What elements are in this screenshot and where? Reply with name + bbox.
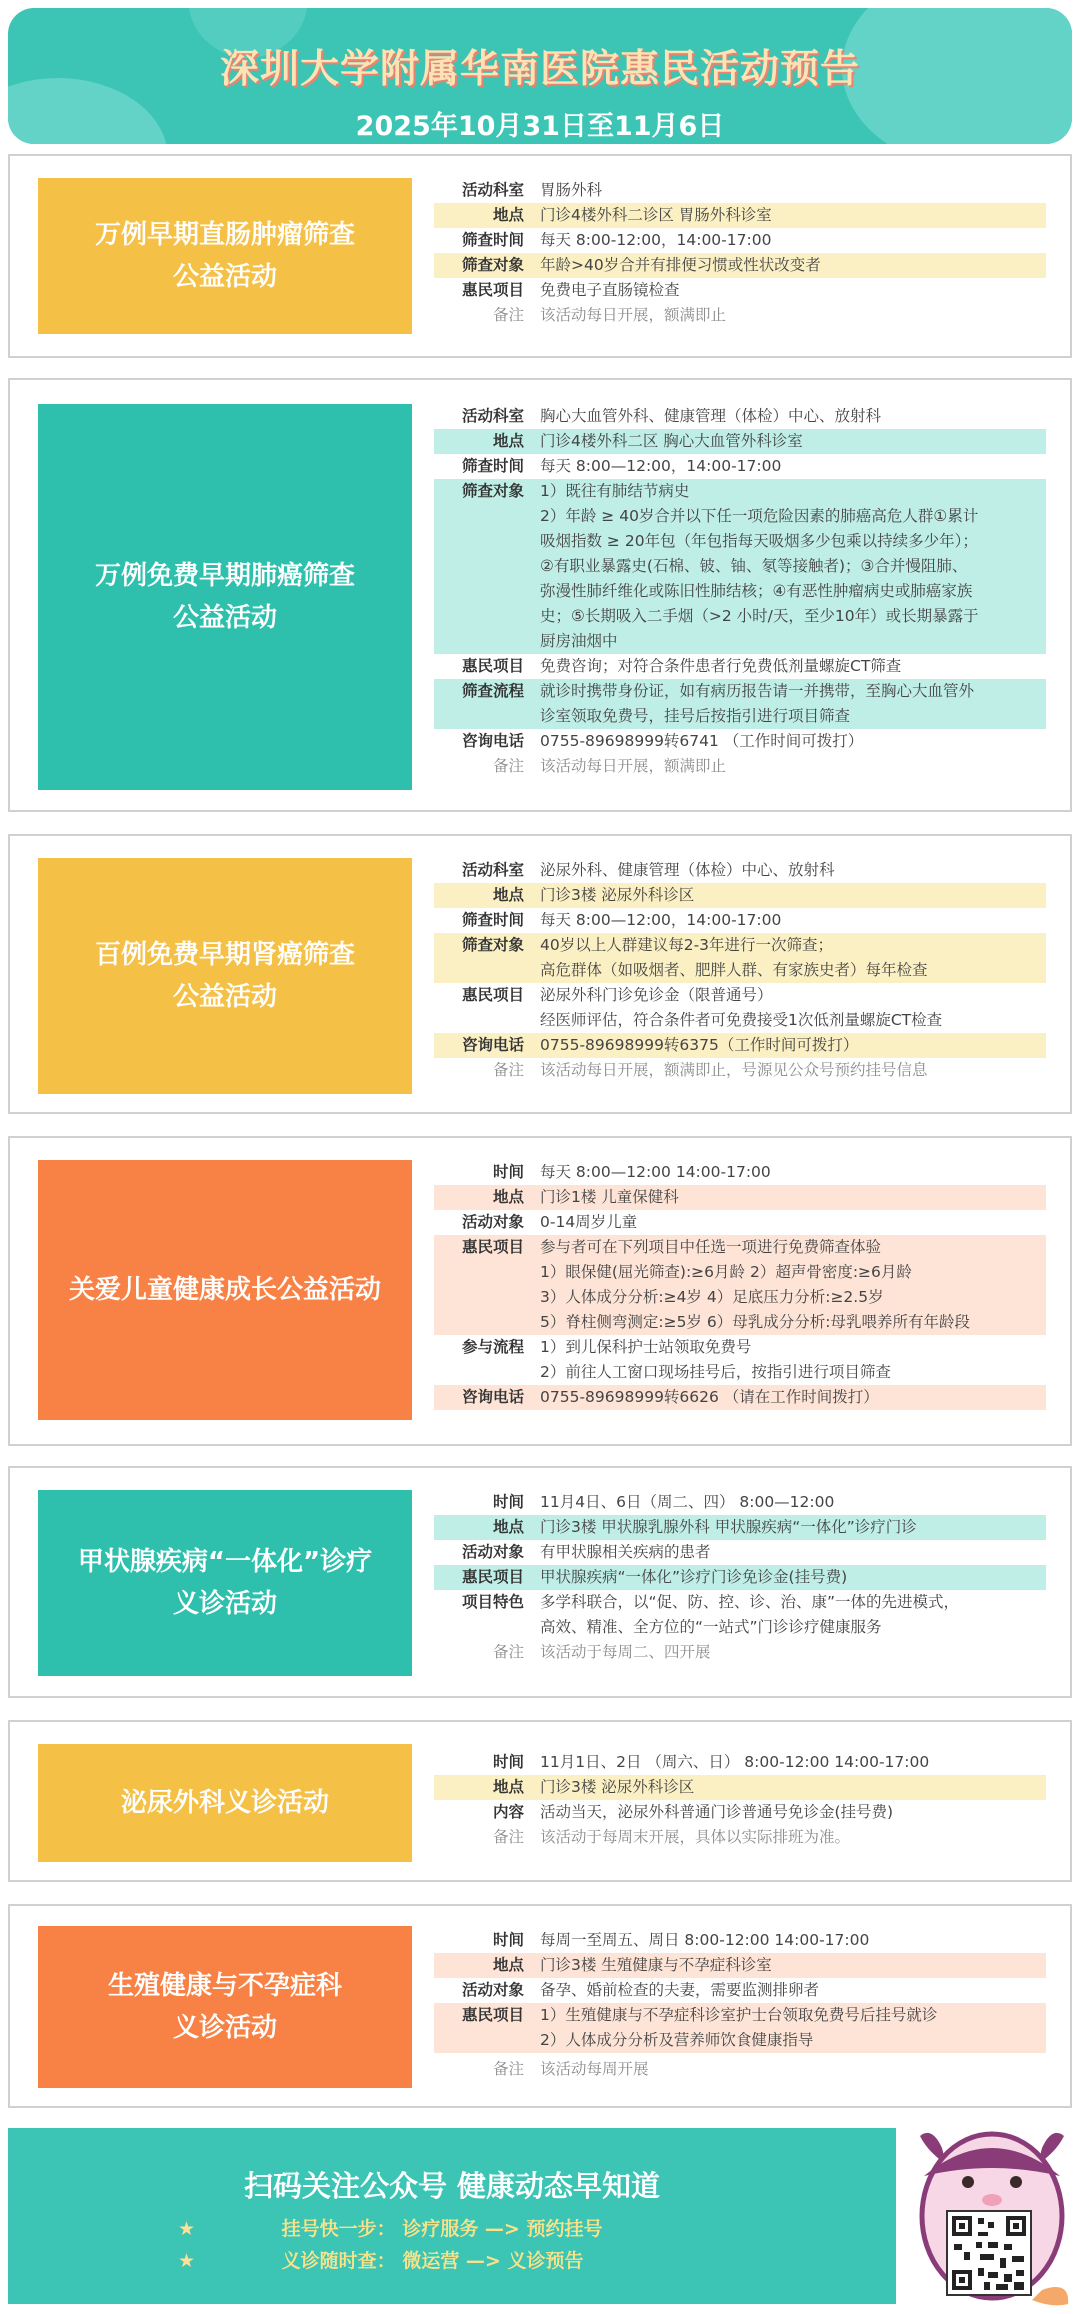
detail-row <box>434 1978 1046 2003</box>
detail-row-note <box>434 1058 1046 1083</box>
detail-label: 地点 <box>492 886 524 904</box>
detail-row <box>434 1490 1046 1515</box>
detail-label: 惠民项目 <box>461 986 524 1004</box>
detail-value: 门诊3楼 泌尿外科诊区 <box>540 1778 695 1796</box>
detail-value: 该活动每日开展，额满即止，号源见公众号预约挂号信息 <box>540 1061 928 1079</box>
footer-line-clinic <box>178 2246 583 2273</box>
detail-value: 免费咨询；对符合条件患者行免费低剂量螺旋CT筛查 <box>540 657 902 675</box>
detail-row-note <box>434 303 1046 328</box>
detail-row <box>434 529 1046 554</box>
detail-value: 2）前往人工窗口现场挂号后，按指引进行项目筛查 <box>540 1363 891 1381</box>
detail-row <box>434 679 1046 704</box>
detail-value: 多学科联合，以“促、防、控、诊、治、康”一体的先进模式， <box>540 1593 960 1611</box>
detail-value: 11月4日、6日（周二、四） 8:00—12:00 <box>540 1493 835 1511</box>
detail-row <box>434 1260 1046 1285</box>
detail-value: 40岁以上人群建议每2-3年进行一次筛查； <box>540 936 834 954</box>
detail-value: 免费电子直肠镜检查 <box>540 281 680 299</box>
detail-label <box>434 1260 534 1285</box>
detail-label <box>434 2028 534 2053</box>
detail-row <box>434 579 1046 604</box>
detail-label: 活动科室 <box>461 861 524 879</box>
detail-label: 惠民项目 <box>461 2006 524 2024</box>
card-title-tile <box>38 1160 412 1420</box>
card-title-tile <box>38 404 412 790</box>
detail-row <box>434 1160 1046 1185</box>
card-title-line: 万例早期直肠肿瘤筛查 <box>94 220 355 250</box>
detail-row <box>434 983 1046 1008</box>
detail-row <box>434 1008 1046 1033</box>
detail-label: 项目特色 <box>461 1593 524 1611</box>
page-title: 深圳大学附属华南医院惠民活动预告 <box>219 47 860 92</box>
activity-card-reproductive <box>8 1904 1072 2108</box>
detail-label: 备注 <box>492 757 524 775</box>
detail-label: 筛查流程 <box>461 682 524 700</box>
detail-value: 门诊1楼 儿童保健科 <box>540 1188 679 1206</box>
detail-row <box>434 1953 1046 1978</box>
detail-row <box>434 908 1046 933</box>
detail-label <box>434 529 534 554</box>
card-details <box>434 858 1046 1083</box>
detail-label: 咨询电话 <box>461 1388 524 1406</box>
detail-row <box>434 1235 1046 1260</box>
detail-label: 惠民项目 <box>461 281 524 299</box>
detail-row <box>434 604 1046 629</box>
detail-label: 备注 <box>492 306 524 324</box>
detail-value: 每天 8:00—12:00，14:00-17:00 <box>540 457 782 475</box>
detail-label <box>434 958 534 983</box>
detail-row-note <box>434 754 1046 779</box>
detail-row <box>434 729 1046 754</box>
detail-value: 诊室领取免费号，挂号后按指引进行项目筛查 <box>540 707 851 725</box>
detail-label: 筛查对象 <box>461 256 524 274</box>
detail-label <box>434 554 534 579</box>
detail-value: 有甲状腺相关疾病的患者 <box>540 1543 711 1561</box>
detail-value: 5）脊柱侧弯测定:≥5岁 6）母乳成分分析:母乳喂养所有年龄段 <box>540 1313 970 1331</box>
detail-row <box>434 278 1046 303</box>
detail-label: 地点 <box>492 1778 524 1796</box>
card-title-line: 甲状腺疾病“一体化”诊疗 <box>77 1547 373 1577</box>
detail-label <box>434 629 534 654</box>
card-title-tile <box>38 1744 412 1862</box>
card-title-tile <box>38 178 412 334</box>
card-details <box>434 1490 1046 1665</box>
detail-value: 每天 8:00-12:00，14:00-17:00 <box>540 231 772 249</box>
detail-label: 筛查对象 <box>461 482 524 500</box>
card-details <box>434 1750 1046 1850</box>
detail-value: 每天 8:00—12:00，14:00-17:00 <box>540 911 782 929</box>
detail-label <box>434 704 534 729</box>
detail-row <box>434 429 1046 454</box>
card-details <box>434 1160 1046 1410</box>
detail-row <box>434 1615 1046 1640</box>
detail-row <box>434 883 1046 908</box>
detail-row <box>434 554 1046 579</box>
detail-row <box>434 1185 1046 1210</box>
footer-line-registration <box>178 2214 602 2241</box>
detail-label <box>434 1285 534 1310</box>
card-title-line: 义诊活动 <box>172 1589 277 1619</box>
detail-value: 胸心大血管外科、健康管理（体检）中心、放射科 <box>540 407 882 425</box>
detail-label <box>434 579 534 604</box>
detail-row <box>434 1928 1046 1953</box>
card-title-line: 泌尿外科义诊活动 <box>120 1788 329 1818</box>
detail-value: 该活动于每周末开展，具体以实际排班为准。 <box>540 1828 851 1846</box>
detail-row <box>434 404 1046 429</box>
detail-value: 每周一至周五、周日 8:00-12:00 14:00-17:00 <box>540 1931 870 1949</box>
detail-value: 经医师评估，符合条件者可免费接受1次低剂量螺旋CT检查 <box>540 1011 943 1029</box>
card-details <box>434 178 1046 328</box>
detail-label: 惠民项目 <box>461 1568 524 1586</box>
detail-label <box>434 1360 534 1385</box>
detail-value: 门诊4楼外科二诊区 胃肠外科诊室 <box>540 206 772 224</box>
activity-card-lung <box>8 378 1072 812</box>
detail-label: 时间 <box>492 1493 524 1511</box>
detail-value: 史；⑤长期吸入二手烟（>2 小时/天，至少10年）或长期暴露于 <box>540 607 979 625</box>
detail-row <box>434 203 1046 228</box>
detail-value: 门诊3楼 甲状腺乳腺外科 甲状腺疾病“一体化”诊疗门诊 <box>540 1518 917 1536</box>
detail-value: 门诊4楼外科二区 胸心大血管外科诊室 <box>540 432 803 450</box>
detail-value: 0755-89698999转6375（工作时间可拨打） <box>540 1036 859 1054</box>
detail-row <box>434 228 1046 253</box>
detail-row <box>434 1033 1046 1058</box>
detail-row <box>434 504 1046 529</box>
detail-row <box>434 629 1046 654</box>
activity-card-urology <box>8 1720 1072 1882</box>
star-icon: ★ <box>178 2250 196 2272</box>
detail-value: 0-14周岁儿童 <box>540 1213 638 1231</box>
detail-value: 该活动每周开展 <box>540 2060 649 2078</box>
footer-title: 扫码关注公众号 健康动态早知道 <box>243 2169 661 2203</box>
detail-value: 11月1日、2日 （周六、日） 8:00-12:00 14:00-17:00 <box>540 1753 930 1771</box>
detail-value: 泌尿外科门诊免诊金（限普通号） <box>540 986 773 1004</box>
detail-row <box>434 2028 1046 2053</box>
detail-row-note <box>434 2057 1046 2082</box>
detail-row <box>434 2003 1046 2028</box>
detail-value: 门诊3楼 泌尿外科诊区 <box>540 886 695 904</box>
card-title-line: 百例免费早期肾癌筛查 <box>94 940 355 970</box>
detail-label: 地点 <box>492 1188 524 1206</box>
detail-label: 内容 <box>492 1803 524 1821</box>
card-title-line: 公益活动 <box>172 262 277 292</box>
detail-label: 活动对象 <box>461 1213 524 1231</box>
detail-row <box>434 1750 1046 1775</box>
card-title-line: 公益活动 <box>172 603 277 633</box>
detail-value: 1）既往有肺结节病史 <box>540 482 690 500</box>
detail-value: 该活动每日开展，额满即止 <box>540 757 727 775</box>
detail-row <box>434 1540 1046 1565</box>
card-title-line: 关爱儿童健康成长公益活动 <box>68 1275 381 1305</box>
detail-row <box>434 454 1046 479</box>
detail-row <box>434 178 1046 203</box>
detail-value: 备孕、婚前检查的夫妻，需要监测排卵者 <box>540 1981 820 1999</box>
detail-row <box>434 1360 1046 1385</box>
detail-label: 备注 <box>492 2060 524 2078</box>
detail-row <box>434 1515 1046 1540</box>
detail-row <box>434 1590 1046 1615</box>
detail-row <box>434 1800 1046 1825</box>
detail-row <box>434 654 1046 679</box>
footer-line-label: 义诊随时查： <box>281 2250 396 2272</box>
detail-row <box>434 1285 1046 1310</box>
detail-value: 该活动每日开展，额满即止 <box>540 306 727 324</box>
detail-value: 弥漫性肺纤维化或陈旧性肺结核；④有恶性肿瘤病史或肺癌家族 <box>540 582 973 600</box>
detail-label <box>434 1615 534 1640</box>
detail-label: 备注 <box>492 1061 524 1079</box>
detail-label: 筛查时间 <box>461 911 524 929</box>
detail-value: 1）生殖健康与不孕症科诊室护士台领取免费号后挂号就诊 <box>540 2006 938 2024</box>
card-details <box>434 1928 1046 2082</box>
detail-value: 就诊时携带身份证，如有病历报告请一并携带，至胸心大血管外 <box>540 682 975 700</box>
detail-value: 2）人体成分分析及营养师饮食健康指导 <box>540 2031 814 2049</box>
detail-row <box>434 1565 1046 1590</box>
footer-line-value: 诊疗服务 —> 预约挂号 <box>402 2218 603 2240</box>
detail-label: 活动科室 <box>461 181 524 199</box>
activity-card-kidney <box>8 834 1072 1114</box>
footer-line-label: 挂号快一步： <box>281 2218 396 2240</box>
detail-value: ②有职业暴露史(石棉、铍、铀、氡等接触者)；③合并慢阻肺、 <box>540 557 968 575</box>
detail-label: 咨询电话 <box>461 732 524 750</box>
detail-label: 惠民项目 <box>461 1238 524 1256</box>
detail-label: 地点 <box>492 1518 524 1536</box>
card-title-line: 义诊活动 <box>172 2013 277 2043</box>
card-title-tile <box>38 858 412 1094</box>
detail-label <box>434 604 534 629</box>
detail-label: 惠民项目 <box>461 657 524 675</box>
detail-value: 0755-89698999转6741 （工作时间可拨打） <box>540 732 864 750</box>
detail-label: 备注 <box>492 1643 524 1661</box>
detail-label: 参与流程 <box>461 1338 524 1356</box>
detail-value: 参与者可在下列项目中任选一项进行免费筛查体验 <box>540 1238 882 1256</box>
detail-label: 筛查时间 <box>461 457 524 475</box>
footer-line-value: 微运营 —> 义诊预告 <box>402 2250 584 2272</box>
detail-value: 吸烟指数 ≥ 20年包（年包指每天吸烟多少包乘以持续多少年）； <box>540 532 978 550</box>
card-title-line: 生殖健康与不孕症科 <box>107 1971 342 2001</box>
activity-card-thyroid <box>8 1466 1072 1698</box>
detail-row <box>434 1310 1046 1335</box>
detail-label: 地点 <box>492 432 524 450</box>
card-details <box>434 404 1046 779</box>
detail-value: 3）人体成分分析:≥4岁 4）足底压力分析:≥2.5岁 <box>540 1288 884 1306</box>
star-icon: ★ <box>178 2218 196 2240</box>
header-banner <box>8 8 1072 144</box>
detail-label <box>434 1008 534 1033</box>
qr-code-image[interactable] <box>946 2210 1032 2296</box>
detail-row <box>434 1210 1046 1235</box>
detail-row <box>434 1335 1046 1360</box>
detail-row-note <box>434 1640 1046 1665</box>
detail-label: 咨询电话 <box>461 1036 524 1054</box>
detail-value: 胃肠外科 <box>540 181 603 199</box>
detail-row <box>434 1775 1046 1800</box>
detail-value: 活动当天，泌尿外科普通门诊普通号免诊金(挂号费) <box>540 1803 894 1821</box>
detail-row <box>434 1385 1046 1410</box>
page-date: 2025年10月31日至11月6日 <box>355 111 725 142</box>
card-title-line: 万例免费早期肺癌筛查 <box>94 561 355 591</box>
detail-row-note <box>434 1825 1046 1850</box>
activity-card-children <box>8 1136 1072 1446</box>
detail-row <box>434 958 1046 983</box>
detail-value: 年龄>40岁合并有排便习惯或性状改变者 <box>540 256 821 274</box>
detail-row <box>434 704 1046 729</box>
detail-value: 1）到儿保科护士站领取免费号 <box>540 1338 752 1356</box>
detail-value: 甲状腺疾病“一体化”诊疗门诊免诊金(挂号费) <box>540 1568 848 1586</box>
detail-label <box>434 1310 534 1335</box>
detail-value: 该活动于每周二、四开展 <box>540 1643 711 1661</box>
activity-card-rectal <box>8 154 1072 358</box>
detail-label: 时间 <box>492 1163 524 1181</box>
detail-value: 2）年龄 ≥ 40岁合并以下任一项危险因素的肺癌高危人群①累计 <box>540 507 979 525</box>
detail-value: 厨房油烟中 <box>540 632 618 650</box>
detail-value: 门诊3楼 生殖健康与不孕症科诊室 <box>540 1956 772 1974</box>
detail-label <box>434 504 534 529</box>
detail-label: 备注 <box>492 1828 524 1846</box>
detail-value: 0755-89698999转6626 （请在工作时间拨打） <box>540 1388 879 1406</box>
detail-row <box>434 479 1046 504</box>
detail-label: 时间 <box>492 1753 524 1771</box>
detail-label: 活动对象 <box>461 1543 524 1561</box>
detail-value: 1）眼保健(屈光筛查):≥6月龄 2）超声骨密度:≥6月龄 <box>540 1263 912 1281</box>
detail-row <box>434 858 1046 883</box>
detail-value: 每天 8:00—12:00 14:00-17:00 <box>540 1163 771 1181</box>
detail-label: 地点 <box>492 1956 524 1974</box>
detail-label: 地点 <box>492 206 524 224</box>
detail-label: 筛查时间 <box>461 231 524 249</box>
detail-label: 筛查对象 <box>461 936 524 954</box>
card-title-tile <box>38 1490 412 1676</box>
detail-label: 活动科室 <box>461 407 524 425</box>
card-title-tile <box>38 1926 412 2088</box>
detail-row <box>434 253 1046 278</box>
detail-row <box>434 933 1046 958</box>
card-title-line: 公益活动 <box>172 982 277 1012</box>
detail-value: 高危群体（如吸烟者、肥胖人群、有家族史者）每年检查 <box>540 961 928 979</box>
detail-label: 时间 <box>492 1931 524 1949</box>
detail-value: 泌尿外科、健康管理（体检）中心、放射科 <box>540 861 835 879</box>
footer-banner <box>8 2128 896 2304</box>
detail-value: 高效、精准、全方位的“一站式”门诊诊疗健康服务 <box>540 1618 882 1636</box>
detail-label: 活动对象 <box>461 1981 524 1999</box>
